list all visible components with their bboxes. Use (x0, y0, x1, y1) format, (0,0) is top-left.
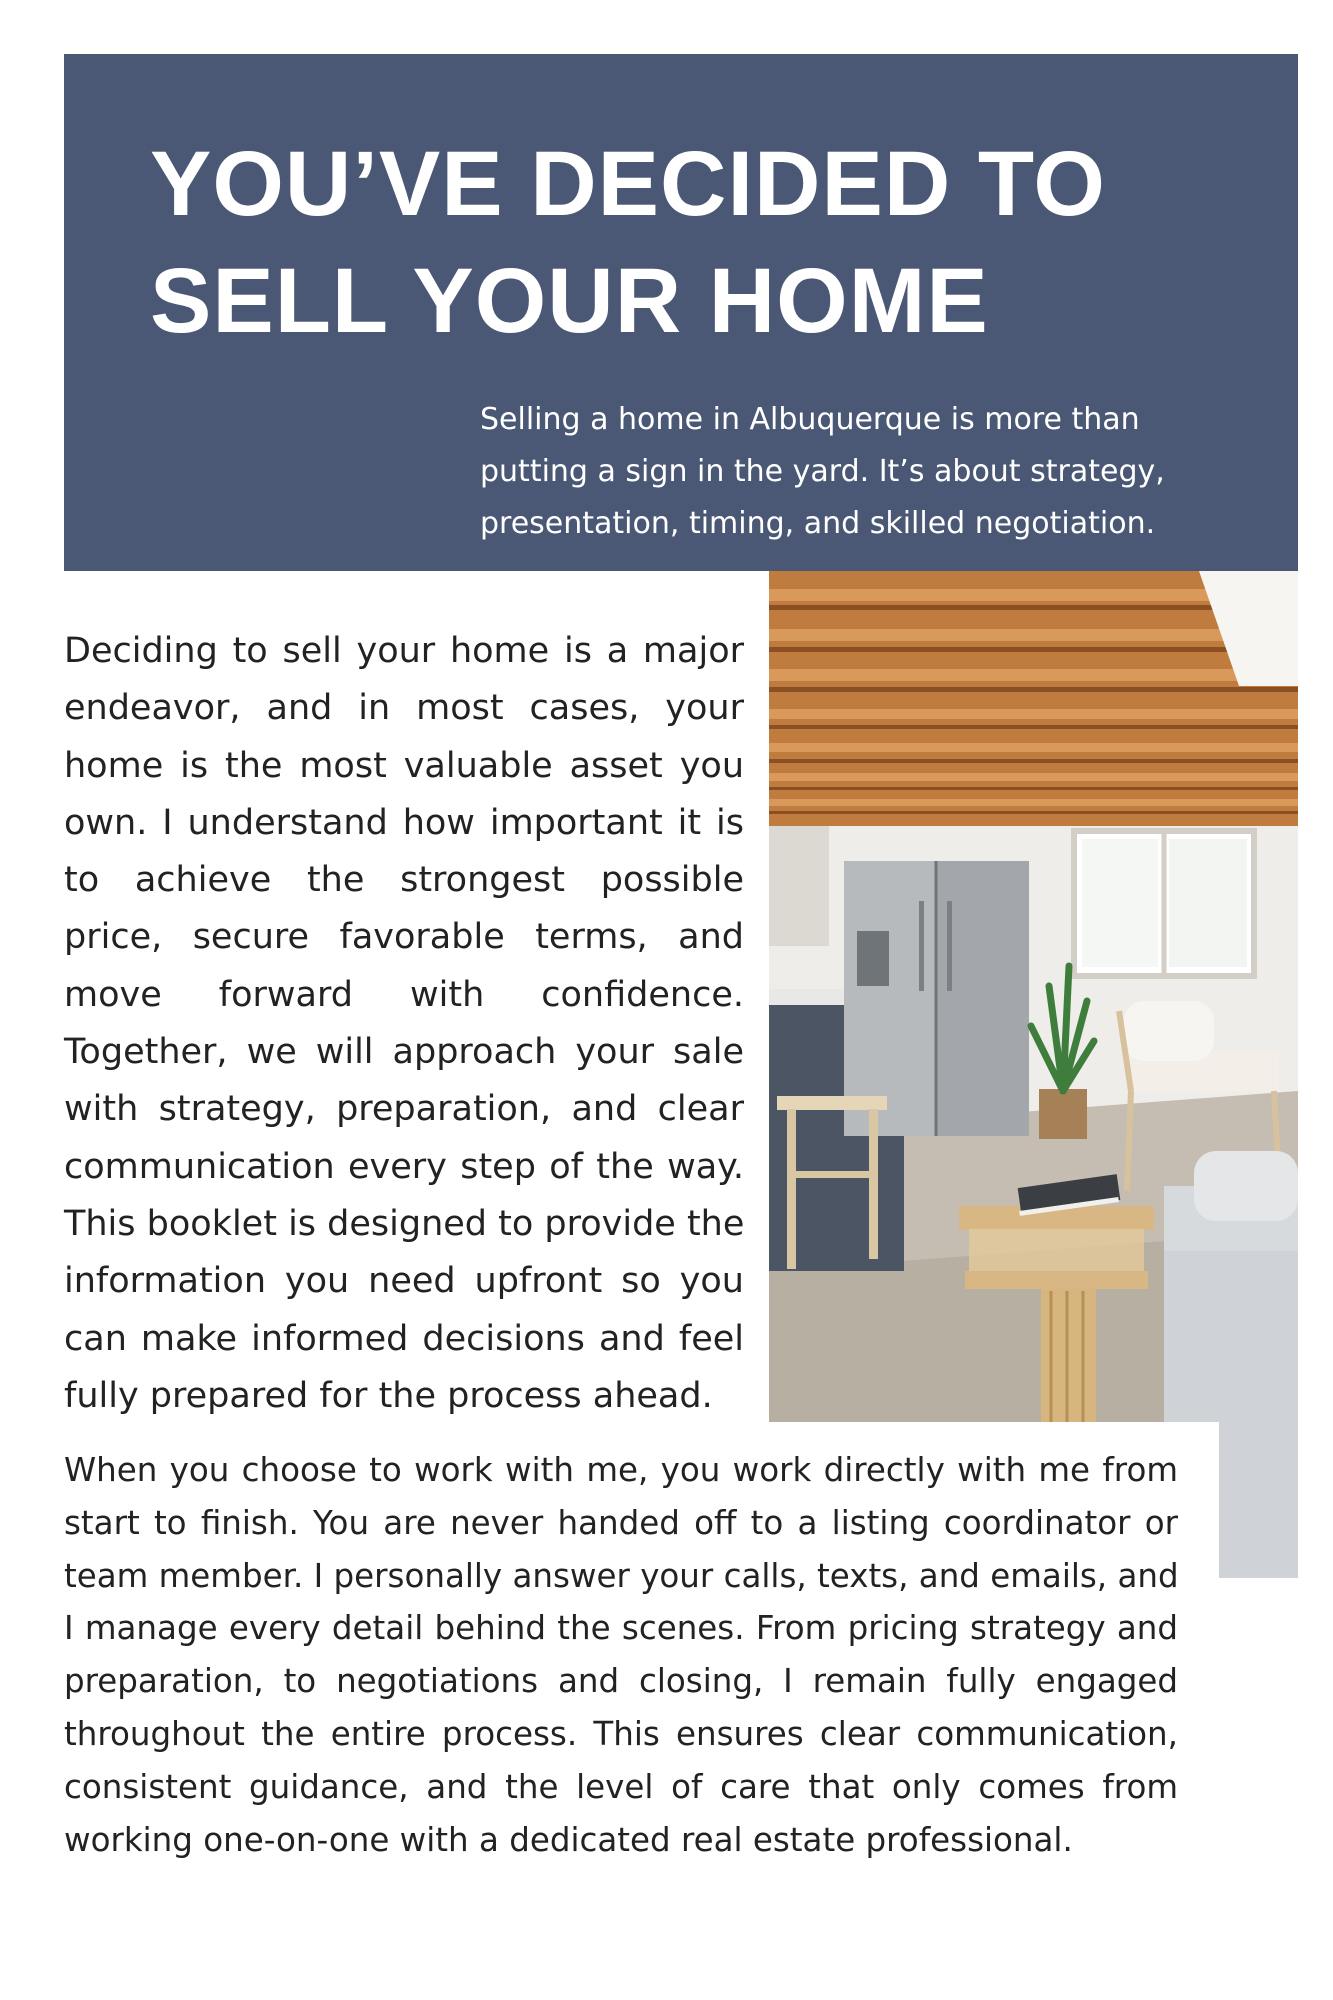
paragraph-line: fully prepared for the process ahead. (64, 1375, 713, 1416)
paragraph-line: price, secure favorable terms, and (64, 917, 744, 958)
paragraph-line: information you need upfront so you (64, 1261, 744, 1302)
subtitle-line: Selling a home in Albuquerque is more than (480, 402, 1140, 437)
paragraph-line: endeavor, and in most cases, your (64, 688, 744, 729)
paragraph-line: Deciding to sell your home is a major (64, 631, 744, 671)
title-line: YOU’VE DECIDED TO (150, 133, 1106, 235)
page-title (150, 126, 1230, 360)
paragraph-line: working one-on-one with a dedicated real estate professional. (64, 1820, 1073, 1859)
paragraph-line: preparation, to negotiations and closing, I remain fully engaged (64, 1662, 1178, 1701)
hero-subtitle (480, 394, 1270, 550)
paragraph-line: Together, we will approach your sale (64, 1032, 744, 1073)
paragraph-line: start to finish. You are never handed off to a listing coordinator or (64, 1503, 1178, 1542)
paragraph-line: When you choose to work with me, you work directly with me from (64, 1451, 1178, 1489)
paragraph-line: throughout the entire process. This ensures clear communication, (64, 1714, 1178, 1753)
subtitle-line: presentation, timing, and skilled negotiation. (480, 506, 1156, 541)
paragraph-line: move forward with confidence. (64, 974, 744, 1015)
paragraph-line: with strategy, preparation, and clear (64, 1089, 744, 1130)
intro-paragraph (64, 623, 744, 1425)
paragraph-line: can make informed decisions and feel (64, 1318, 744, 1359)
paragraph-line: This booklet is designed to provide the (64, 1203, 745, 1244)
paragraph-line: consistent guidance, and the level of care that only comes from (64, 1767, 1178, 1806)
paragraph-line: to achieve the strongest possible (64, 860, 744, 901)
paragraph-line: team member. I personally answer your calls, texts, and emails, and (64, 1556, 1179, 1595)
paragraph-line: home is the most valuable asset you (64, 745, 744, 786)
title-line: SELL YOUR HOME (150, 250, 989, 352)
second-paragraph (64, 1444, 1178, 1866)
subtitle-line: putting a sign in the yard. It’s about strategy, (480, 454, 1165, 489)
hero-banner (64, 54, 1298, 571)
paragraph-line: communication every step of the way. (64, 1146, 744, 1187)
paragraph-line: I manage every detail behind the scenes. From pricing strategy and (64, 1609, 1178, 1648)
paragraph-line: own. I understand how important it is (64, 802, 744, 843)
